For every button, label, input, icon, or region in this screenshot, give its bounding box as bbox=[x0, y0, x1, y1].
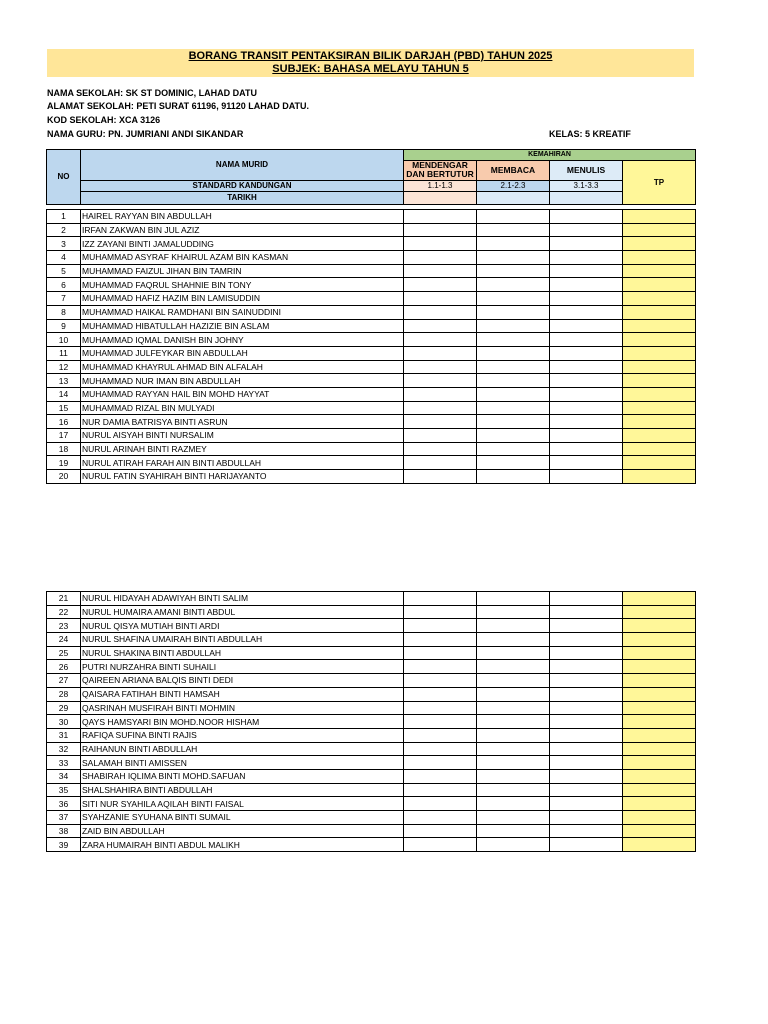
membaca-score-cell[interactable] bbox=[477, 783, 550, 797]
menulis-score-cell[interactable] bbox=[550, 223, 623, 237]
student-name: SITI NUR SYAHILA AQILAH BINTI FAISAL bbox=[81, 797, 404, 811]
menulis-score-cell[interactable] bbox=[550, 605, 623, 619]
student-name: QAYS HAMSYARI BIN MOHD.NOOR HISHAM bbox=[81, 715, 404, 729]
menulis-score-cell[interactable] bbox=[550, 387, 623, 401]
student-no: 11 bbox=[47, 346, 81, 360]
membaca-score-cell[interactable] bbox=[477, 674, 550, 688]
mendengar-score-cell[interactable] bbox=[404, 619, 477, 633]
student-no: 37 bbox=[47, 811, 81, 825]
membaca-score-cell[interactable] bbox=[477, 319, 550, 333]
membaca-score-cell[interactable] bbox=[477, 470, 550, 484]
form-title bbox=[47, 49, 694, 77]
membaca-score-cell[interactable] bbox=[477, 333, 550, 347]
student-name: MUHAMMAD NUR IMAN BIN ABDULLAH bbox=[81, 374, 404, 388]
student-no: 10 bbox=[47, 333, 81, 347]
header-kemahiran: KEMAHIRAN bbox=[404, 150, 696, 161]
form-title-line1: BORANG TRANSIT PENTAKSIRAN BILIK DARJAH (PBD) TAHUN 2025 bbox=[188, 50, 553, 62]
tp-score-cell[interactable] bbox=[623, 728, 696, 742]
student-no: 25 bbox=[47, 646, 81, 660]
student-no: 30 bbox=[47, 715, 81, 729]
student-no: 19 bbox=[47, 456, 81, 470]
menulis-score-cell[interactable] bbox=[550, 687, 623, 701]
student-name: QAISARA FATIHAH BINTI HAMSAH bbox=[81, 687, 404, 701]
membaca-score-cell[interactable] bbox=[477, 687, 550, 701]
mendengar-score-cell[interactable] bbox=[404, 210, 477, 224]
header-skill-membaca: MEMBACA bbox=[477, 161, 550, 181]
student-name: NURUL AISYAH BINTI NURSALIM bbox=[81, 429, 404, 443]
class-name: KELAS: 5 KREATIF bbox=[549, 129, 631, 139]
mendengar-score-cell[interactable] bbox=[404, 442, 477, 456]
mendengar-score-cell[interactable] bbox=[404, 319, 477, 333]
student-name: QASRINAH MUSFIRAH BINTI MOHMIN bbox=[81, 701, 404, 715]
membaca-score-cell[interactable] bbox=[477, 660, 550, 674]
student-no: 32 bbox=[47, 742, 81, 756]
mendengar-score-cell[interactable] bbox=[404, 701, 477, 715]
tp-score-cell[interactable] bbox=[623, 333, 696, 347]
mendengar-score-cell[interactable] bbox=[404, 838, 477, 852]
menulis-score-cell[interactable] bbox=[550, 592, 623, 606]
tp-score-cell[interactable] bbox=[623, 237, 696, 251]
membaca-score-cell[interactable] bbox=[477, 387, 550, 401]
mendengar-score-cell[interactable] bbox=[404, 646, 477, 660]
tp-score-cell[interactable] bbox=[623, 674, 696, 688]
student-row bbox=[47, 264, 696, 278]
student-row bbox=[47, 360, 696, 374]
student-name: NURUL SHAKINA BINTI ABDULLAH bbox=[81, 646, 404, 660]
menulis-score-cell[interactable] bbox=[550, 401, 623, 415]
student-no: 26 bbox=[47, 660, 81, 674]
tp-score-cell[interactable] bbox=[623, 278, 696, 292]
mendengar-score-cell[interactable] bbox=[404, 811, 477, 825]
header-skill-mendengar: MENDENGAR DAN BERTUTUR bbox=[404, 161, 477, 181]
student-name: MUHAMMAD HIBATULLAH HAZIZIE BIN ASLAM bbox=[81, 319, 404, 333]
menulis-score-cell[interactable] bbox=[550, 674, 623, 688]
tp-score-cell[interactable] bbox=[623, 592, 696, 606]
student-name: MUHAMMAD RAYYAN HAIL BIN MOHD HAYYAT bbox=[81, 387, 404, 401]
student-no: 39 bbox=[47, 838, 81, 852]
student-no: 9 bbox=[47, 319, 81, 333]
student-name: SHABIRAH IQLIMA BINTI MOHD.SAFUAN bbox=[81, 769, 404, 783]
student-name: NURUL QISYA MUTIAH BINTI ARDI bbox=[81, 619, 404, 633]
membaca-score-cell[interactable] bbox=[477, 769, 550, 783]
menulis-score-cell[interactable] bbox=[550, 742, 623, 756]
teacher-name: NAMA GURU: PN. JUMRIANI ANDI SIKANDAR bbox=[47, 129, 244, 139]
mendengar-score-cell[interactable] bbox=[404, 470, 477, 484]
student-row bbox=[47, 470, 696, 484]
student-name: IRFAN ZAKWAN BIN JUL AZIZ bbox=[81, 223, 404, 237]
mendengar-score-cell[interactable] bbox=[404, 346, 477, 360]
membaca-score-cell[interactable] bbox=[477, 442, 550, 456]
student-name: PUTRI NURZAHRA BINTI SUHAILI bbox=[81, 660, 404, 674]
tarikh-cell-2[interactable] bbox=[477, 192, 550, 205]
student-no: 35 bbox=[47, 783, 81, 797]
membaca-score-cell[interactable] bbox=[477, 592, 550, 606]
menulis-score-cell[interactable] bbox=[550, 415, 623, 429]
student-name: SALAMAH BINTI AMISSEN bbox=[81, 756, 404, 770]
membaca-score-cell[interactable] bbox=[477, 237, 550, 251]
menulis-score-cell[interactable] bbox=[550, 619, 623, 633]
menulis-score-cell[interactable] bbox=[550, 797, 623, 811]
tp-score-cell[interactable] bbox=[623, 305, 696, 319]
membaca-score-cell[interactable] bbox=[477, 251, 550, 265]
student-row bbox=[47, 633, 696, 647]
tp-score-cell[interactable] bbox=[623, 401, 696, 415]
student-no: 31 bbox=[47, 728, 81, 742]
tp-score-cell[interactable] bbox=[623, 769, 696, 783]
student-row bbox=[47, 223, 696, 237]
tp-score-cell[interactable] bbox=[623, 715, 696, 729]
student-row bbox=[47, 333, 696, 347]
tp-score-cell[interactable] bbox=[623, 442, 696, 456]
form-title-line2: SUBJEK: BAHASA MELAYU TAHUN 5 bbox=[272, 63, 469, 75]
mendengar-score-cell[interactable] bbox=[404, 633, 477, 647]
student-name: MUHAMMAD HAIKAL RAMDHANI BIN SAINUDDINI bbox=[81, 305, 404, 319]
student-no: 15 bbox=[47, 401, 81, 415]
student-name: ZAID BIN ABDULLAH bbox=[81, 824, 404, 838]
membaca-score-cell[interactable] bbox=[477, 401, 550, 415]
menulis-score-cell[interactable] bbox=[550, 660, 623, 674]
mendengar-score-cell[interactable] bbox=[404, 292, 477, 306]
menulis-score-cell[interactable] bbox=[550, 811, 623, 825]
student-no: 14 bbox=[47, 387, 81, 401]
tp-score-cell[interactable] bbox=[623, 374, 696, 388]
student-name: SYAHZANIE SYUHANA BINTI SUMAIL bbox=[81, 811, 404, 825]
membaca-score-cell[interactable] bbox=[477, 360, 550, 374]
menulis-score-cell[interactable] bbox=[550, 210, 623, 224]
menulis-score-cell[interactable] bbox=[550, 756, 623, 770]
student-name: MUHAMMAD FAIZUL JIHAN BIN TAMRIN bbox=[81, 264, 404, 278]
header-skill-menulis: MENULIS bbox=[550, 161, 623, 181]
membaca-score-cell[interactable] bbox=[477, 605, 550, 619]
tp-score-cell[interactable] bbox=[623, 429, 696, 443]
student-row bbox=[47, 824, 696, 838]
student-row bbox=[47, 442, 696, 456]
membaca-score-cell[interactable] bbox=[477, 429, 550, 443]
menulis-score-cell[interactable] bbox=[550, 251, 623, 265]
student-row bbox=[47, 756, 696, 770]
membaca-score-cell[interactable] bbox=[477, 824, 550, 838]
student-no: 33 bbox=[47, 756, 81, 770]
tarikh-cell-3[interactable] bbox=[550, 192, 623, 205]
menulis-score-cell[interactable] bbox=[550, 429, 623, 443]
student-name: MUHAMMAD IQMAL DANISH BIN JOHNY bbox=[81, 333, 404, 347]
student-name: RAIHANUN BINTI ABDULLAH bbox=[81, 742, 404, 756]
student-name: NURUL ATIRAH FARAH AIN BINTI ABDULLAH bbox=[81, 456, 404, 470]
student-row bbox=[47, 660, 696, 674]
membaca-score-cell[interactable] bbox=[477, 346, 550, 360]
membaca-score-cell[interactable] bbox=[477, 264, 550, 278]
student-no: 17 bbox=[47, 429, 81, 443]
student-no: 12 bbox=[47, 360, 81, 374]
tp-score-cell[interactable] bbox=[623, 701, 696, 715]
student-name: MUHAMMAD HAFIZ HAZIM BIN LAMISUDDIN bbox=[81, 292, 404, 306]
tp-score-cell[interactable] bbox=[623, 319, 696, 333]
student-no: 2 bbox=[47, 223, 81, 237]
student-row bbox=[47, 838, 696, 852]
menulis-score-cell[interactable] bbox=[550, 278, 623, 292]
student-row bbox=[47, 728, 696, 742]
student-no: 21 bbox=[47, 592, 81, 606]
mendengar-score-cell[interactable] bbox=[404, 251, 477, 265]
menulis-score-cell[interactable] bbox=[550, 633, 623, 647]
header-nama-murid: NAMA MURID bbox=[81, 150, 404, 181]
student-no: 1 bbox=[47, 210, 81, 224]
tp-score-cell[interactable] bbox=[623, 223, 696, 237]
mendengar-score-cell[interactable] bbox=[404, 728, 477, 742]
header-std-3: 3.1-3.3 bbox=[550, 181, 623, 192]
student-row bbox=[47, 592, 696, 606]
mendengar-score-cell[interactable] bbox=[404, 742, 477, 756]
student-no: 6 bbox=[47, 278, 81, 292]
menulis-score-cell[interactable] bbox=[550, 838, 623, 852]
student-row bbox=[47, 456, 696, 470]
header-standard-kandungan: STANDARD KANDUNGAN bbox=[81, 181, 404, 192]
student-name: MUHAMMAD RIZAL BIN MULYADI bbox=[81, 401, 404, 415]
tp-score-cell[interactable] bbox=[623, 456, 696, 470]
student-row bbox=[47, 742, 696, 756]
mendengar-score-cell[interactable] bbox=[404, 415, 477, 429]
tarikh-cell-1[interactable] bbox=[404, 192, 477, 205]
student-name: NURUL SHAFINA UMAIRAH BINTI ABDULLAH bbox=[81, 633, 404, 647]
student-no: 16 bbox=[47, 415, 81, 429]
tp-score-cell[interactable] bbox=[623, 797, 696, 811]
menulis-score-cell[interactable] bbox=[550, 769, 623, 783]
menulis-score-cell[interactable] bbox=[550, 333, 623, 347]
tp-score-cell[interactable] bbox=[623, 824, 696, 838]
student-row bbox=[47, 278, 696, 292]
student-name: RAFIQA SUFINA BINTI RAJIS bbox=[81, 728, 404, 742]
mendengar-score-cell[interactable] bbox=[404, 374, 477, 388]
mendengar-score-cell[interactable] bbox=[404, 223, 477, 237]
membaca-score-cell[interactable] bbox=[477, 701, 550, 715]
menulis-score-cell[interactable] bbox=[550, 456, 623, 470]
membaca-score-cell[interactable] bbox=[477, 278, 550, 292]
header-table bbox=[46, 149, 696, 205]
membaca-score-cell[interactable] bbox=[477, 728, 550, 742]
student-no: 3 bbox=[47, 237, 81, 251]
mendengar-score-cell[interactable] bbox=[404, 278, 477, 292]
student-name: MUHAMMAD FAQRUL SHAHNIE BIN TONY bbox=[81, 278, 404, 292]
student-table-2 bbox=[46, 591, 696, 852]
header-tp: TP bbox=[623, 161, 696, 205]
mendengar-score-cell[interactable] bbox=[404, 824, 477, 838]
student-row bbox=[47, 783, 696, 797]
mendengar-score-cell[interactable] bbox=[404, 592, 477, 606]
membaca-score-cell[interactable] bbox=[477, 374, 550, 388]
mendengar-score-cell[interactable] bbox=[404, 401, 477, 415]
school-code: KOD SEKOLAH: XCA 3126 bbox=[47, 115, 161, 125]
menulis-score-cell[interactable] bbox=[550, 346, 623, 360]
menulis-score-cell[interactable] bbox=[550, 319, 623, 333]
membaca-score-cell[interactable] bbox=[477, 646, 550, 660]
student-row bbox=[47, 210, 696, 224]
header-no: NO bbox=[47, 150, 81, 205]
mendengar-score-cell[interactable] bbox=[404, 333, 477, 347]
student-row bbox=[47, 346, 696, 360]
membaca-score-cell[interactable] bbox=[477, 305, 550, 319]
student-no: 34 bbox=[47, 769, 81, 783]
mendengar-score-cell[interactable] bbox=[404, 305, 477, 319]
student-row bbox=[47, 374, 696, 388]
student-name: MUHAMMAD JULFEYKAR BIN ABDULLAH bbox=[81, 346, 404, 360]
membaca-score-cell[interactable] bbox=[477, 633, 550, 647]
tp-score-cell[interactable] bbox=[623, 210, 696, 224]
tp-score-cell[interactable] bbox=[623, 360, 696, 374]
menulis-score-cell[interactable] bbox=[550, 728, 623, 742]
tp-score-cell[interactable] bbox=[623, 470, 696, 484]
header-std-1: 1.1-1.3 bbox=[404, 181, 477, 192]
tp-score-cell[interactable] bbox=[623, 783, 696, 797]
student-no: 22 bbox=[47, 605, 81, 619]
mendengar-score-cell[interactable] bbox=[404, 360, 477, 374]
mendengar-score-cell[interactable] bbox=[404, 756, 477, 770]
tp-score-cell[interactable] bbox=[623, 415, 696, 429]
student-name: NURUL ARINAH BINTI RAZMEY bbox=[81, 442, 404, 456]
tp-score-cell[interactable] bbox=[623, 292, 696, 306]
student-name: ZARA HUMAIRAH BINTI ABDUL MALIKH bbox=[81, 838, 404, 852]
mendengar-score-cell[interactable] bbox=[404, 237, 477, 251]
mendengar-score-cell[interactable] bbox=[404, 264, 477, 278]
mendengar-score-cell[interactable] bbox=[404, 783, 477, 797]
menulis-score-cell[interactable] bbox=[550, 646, 623, 660]
membaca-score-cell[interactable] bbox=[477, 619, 550, 633]
tp-score-cell[interactable] bbox=[623, 838, 696, 852]
mendengar-score-cell[interactable] bbox=[404, 674, 477, 688]
student-name: SHALSHAHIRA BINTI ABDULLAH bbox=[81, 783, 404, 797]
menulis-score-cell[interactable] bbox=[550, 264, 623, 278]
tp-score-cell[interactable] bbox=[623, 742, 696, 756]
tp-score-cell[interactable] bbox=[623, 346, 696, 360]
tp-score-cell[interactable] bbox=[623, 811, 696, 825]
mendengar-score-cell[interactable] bbox=[404, 456, 477, 470]
menulis-score-cell[interactable] bbox=[550, 360, 623, 374]
tp-score-cell[interactable] bbox=[623, 251, 696, 265]
menulis-score-cell[interactable] bbox=[550, 701, 623, 715]
tp-score-cell[interactable] bbox=[623, 633, 696, 647]
student-name: QAIREEN ARIANA BALQIS BINTI DEDI bbox=[81, 674, 404, 688]
mendengar-score-cell[interactable] bbox=[404, 687, 477, 701]
student-row bbox=[47, 797, 696, 811]
header-std-2: 2.1-2.3 bbox=[477, 181, 550, 192]
mendengar-score-cell[interactable] bbox=[404, 605, 477, 619]
membaca-score-cell[interactable] bbox=[477, 456, 550, 470]
header-tarikh: TARIKH bbox=[81, 192, 404, 205]
membaca-score-cell[interactable] bbox=[477, 811, 550, 825]
student-row bbox=[47, 292, 696, 306]
student-name: HAIREL RAYYAN BIN ABDULLAH bbox=[81, 210, 404, 224]
membaca-score-cell[interactable] bbox=[477, 715, 550, 729]
student-name: NURUL HIDAYAH ADAWIYAH BINTI SALIM bbox=[81, 592, 404, 606]
membaca-score-cell[interactable] bbox=[477, 797, 550, 811]
menulis-score-cell[interactable] bbox=[550, 305, 623, 319]
student-row bbox=[47, 237, 696, 251]
tp-score-cell[interactable] bbox=[623, 687, 696, 701]
membaca-score-cell[interactable] bbox=[477, 210, 550, 224]
student-name: NURUL FATIN SYAHIRAH BINTI HARIJAYANTO bbox=[81, 470, 404, 484]
student-no: 28 bbox=[47, 687, 81, 701]
school-address: ALAMAT SEKOLAH: PETI SURAT 61196, 91120 LAHAD DATU. bbox=[47, 101, 310, 111]
student-row bbox=[47, 387, 696, 401]
school-name: NAMA SEKOLAH: SK ST DOMINIC, LAHAD DATU bbox=[47, 88, 257, 98]
membaca-score-cell[interactable] bbox=[477, 838, 550, 852]
student-no: 20 bbox=[47, 470, 81, 484]
student-row bbox=[47, 251, 696, 265]
tp-score-cell[interactable] bbox=[623, 264, 696, 278]
tp-score-cell[interactable] bbox=[623, 646, 696, 660]
mendengar-score-cell[interactable] bbox=[404, 715, 477, 729]
membaca-score-cell[interactable] bbox=[477, 292, 550, 306]
student-no: 27 bbox=[47, 674, 81, 688]
tp-score-cell[interactable] bbox=[623, 660, 696, 674]
menulis-score-cell[interactable] bbox=[550, 470, 623, 484]
student-row bbox=[47, 687, 696, 701]
tp-score-cell[interactable] bbox=[623, 387, 696, 401]
tp-score-cell[interactable] bbox=[623, 605, 696, 619]
student-row bbox=[47, 401, 696, 415]
student-row bbox=[47, 715, 696, 729]
student-name: IZZ ZAYANI BINTI JAMALUDDING bbox=[81, 237, 404, 251]
student-row bbox=[47, 769, 696, 783]
student-no: 36 bbox=[47, 797, 81, 811]
student-no: 18 bbox=[47, 442, 81, 456]
student-no: 7 bbox=[47, 292, 81, 306]
mendengar-score-cell[interactable] bbox=[404, 797, 477, 811]
menulis-score-cell[interactable] bbox=[550, 715, 623, 729]
student-row bbox=[47, 646, 696, 660]
menulis-score-cell[interactable] bbox=[550, 824, 623, 838]
membaca-score-cell[interactable] bbox=[477, 742, 550, 756]
student-row bbox=[47, 701, 696, 715]
student-no: 24 bbox=[47, 633, 81, 647]
student-row bbox=[47, 319, 696, 333]
student-no: 4 bbox=[47, 251, 81, 265]
student-row bbox=[47, 415, 696, 429]
mendengar-score-cell[interactable] bbox=[404, 387, 477, 401]
student-table-1 bbox=[46, 209, 696, 484]
membaca-score-cell[interactable] bbox=[477, 223, 550, 237]
student-row bbox=[47, 674, 696, 688]
student-no: 5 bbox=[47, 264, 81, 278]
student-no: 23 bbox=[47, 619, 81, 633]
menulis-score-cell[interactable] bbox=[550, 442, 623, 456]
tp-score-cell[interactable] bbox=[623, 619, 696, 633]
student-name: NUR DAMIA BATRISYA BINTI ASRUN bbox=[81, 415, 404, 429]
student-row bbox=[47, 811, 696, 825]
student-name: MUHAMMAD KHAYRUL AHMAD BIN ALFALAH bbox=[81, 360, 404, 374]
student-no: 29 bbox=[47, 701, 81, 715]
mendengar-score-cell[interactable] bbox=[404, 660, 477, 674]
student-row bbox=[47, 305, 696, 319]
student-no: 13 bbox=[47, 374, 81, 388]
student-name: MUHAMMAD ASYRAF KHAIRUL AZAM BIN KASMAN bbox=[81, 251, 404, 265]
mendengar-score-cell[interactable] bbox=[404, 429, 477, 443]
student-row bbox=[47, 619, 696, 633]
membaca-score-cell[interactable] bbox=[477, 415, 550, 429]
menulis-score-cell[interactable] bbox=[550, 237, 623, 251]
student-no: 8 bbox=[47, 305, 81, 319]
tp-score-cell[interactable] bbox=[623, 756, 696, 770]
menulis-score-cell[interactable] bbox=[550, 292, 623, 306]
membaca-score-cell[interactable] bbox=[477, 756, 550, 770]
student-row bbox=[47, 605, 696, 619]
menulis-score-cell[interactable] bbox=[550, 374, 623, 388]
student-name: NURUL HUMAIRA AMANI BINTI ABDUL bbox=[81, 605, 404, 619]
student-row bbox=[47, 429, 696, 443]
mendengar-score-cell[interactable] bbox=[404, 769, 477, 783]
student-no: 38 bbox=[47, 824, 81, 838]
menulis-score-cell[interactable] bbox=[550, 783, 623, 797]
